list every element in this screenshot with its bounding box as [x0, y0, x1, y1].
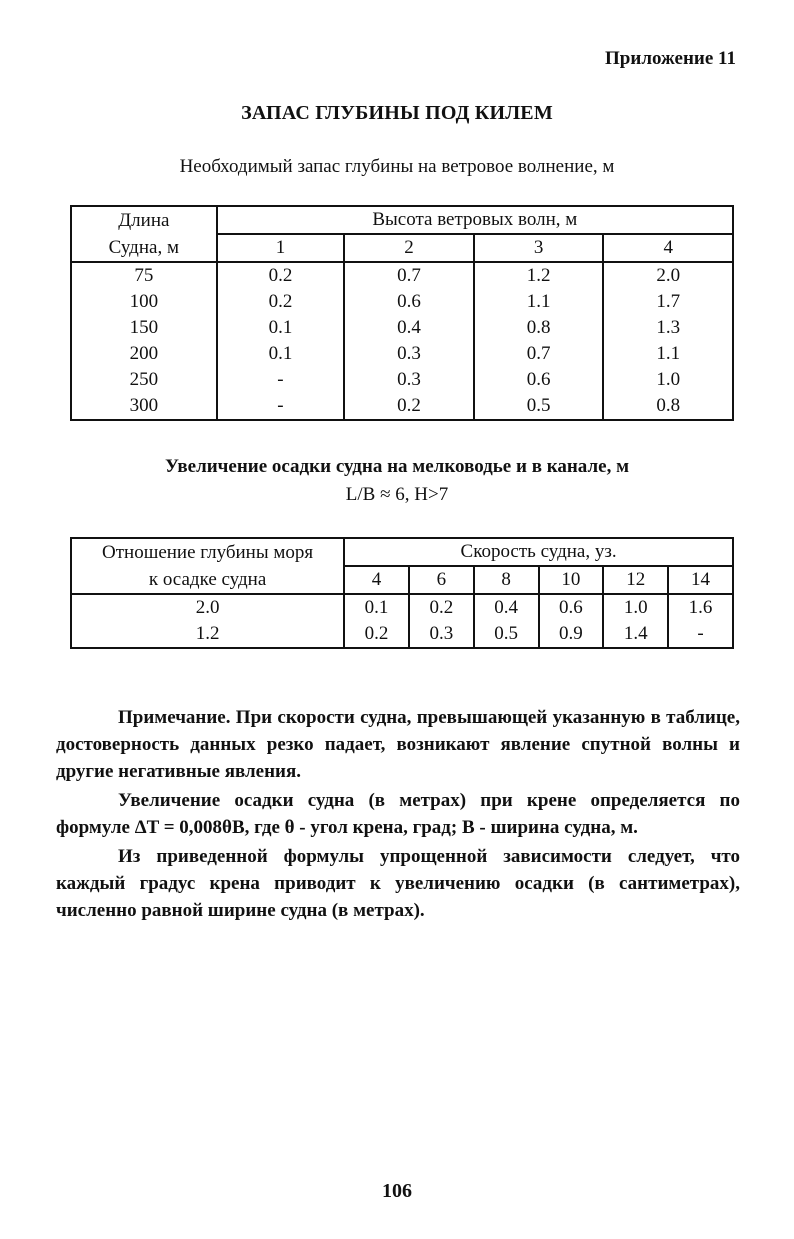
wave-allowance-table: [70, 205, 734, 421]
table2-subheader: 12: [603, 566, 668, 594]
table-row: [71, 393, 733, 420]
table-cell: 1.0: [603, 367, 733, 393]
table2-caption: Увеличение осадки судна на мелководье и в канале, м: [164, 456, 630, 477]
table-row: [71, 594, 733, 621]
table-cell: 2.0: [71, 594, 344, 621]
table-cell: 1.2: [71, 621, 344, 648]
table-cell: 0.5: [474, 393, 604, 420]
table-cell: -: [217, 393, 345, 420]
table-cell: 1.1: [603, 341, 733, 367]
table-cell: 2.0: [603, 262, 733, 289]
table-cell: 250: [71, 367, 217, 393]
table-cell: 100: [71, 289, 217, 315]
table-row: [71, 341, 733, 367]
table-cell: 0.9: [539, 621, 604, 648]
table2-subcaption: L/B ≈ 6, H>7: [345, 484, 449, 505]
table-cell: 150: [71, 315, 217, 341]
table-cell: 0.6: [474, 367, 604, 393]
table-cell: 0.1: [217, 315, 345, 341]
table-cell: 0.8: [603, 393, 733, 420]
table-cell: 0.1: [344, 594, 409, 621]
table-cell: 0.3: [344, 341, 474, 367]
table1-subheader: 4: [603, 234, 733, 262]
table2-subheader: 10: [539, 566, 604, 594]
table2-subheader: 14: [668, 566, 733, 594]
table-cell: 0.8: [474, 315, 604, 341]
table-cell: 0.2: [344, 393, 474, 420]
table1-length-header-unit: Судна, м: [71, 234, 217, 262]
table-cell: 0.4: [344, 315, 474, 341]
table1-length-header: Длина: [71, 206, 217, 234]
table2-subheader: 8: [474, 566, 539, 594]
table-cell: 0.2: [217, 289, 345, 315]
table2-ratio-header: Отношение глубины моря: [71, 538, 344, 566]
table-cell: 1.3: [603, 315, 733, 341]
table1-subheader: 1: [217, 234, 345, 262]
note-paragraph: Из приведенной формулы упрощенной зависимости следует, что каждый градус крена приводит к увеличению осадки (в сантиметрах), численно равной ширине судна (в метрах).: [56, 846, 740, 921]
shallow-water-squat-table: [70, 537, 734, 649]
table-cell: 1.2: [474, 262, 604, 289]
table-row: [71, 367, 733, 393]
table2-subheader: 4: [344, 566, 409, 594]
table-cell: 0.1: [217, 341, 345, 367]
table-cell: 1.4: [603, 621, 668, 648]
table2-ratio-header-line2: к осадке судна: [71, 566, 344, 594]
table-cell: 0.2: [217, 262, 345, 289]
table-row: [71, 289, 733, 315]
table-cell: 0.3: [344, 367, 474, 393]
appendix-label: Приложение 11: [605, 48, 736, 69]
page-title: ЗАПАС ГЛУБИНЫ ПОД КИЛЕМ: [241, 102, 553, 124]
table2-group-header: Скорость судна, уз.: [344, 538, 733, 566]
note-paragraph: Увеличение осадки судна (в метрах) при крене определяется по формуле ΔT = 0,008θB, где θ - угол крена, град; В - ширина судна, м.: [56, 790, 740, 838]
table-row: [71, 262, 733, 289]
table-cell: 0.6: [344, 289, 474, 315]
table-cell: 1.0: [603, 594, 668, 621]
table1-caption: Необходимый запас глубины на ветровое волнение, м: [179, 156, 615, 177]
table-cell: 0.7: [474, 341, 604, 367]
table-row: [71, 621, 733, 648]
table-cell: 0.6: [539, 594, 604, 621]
table2-subheader: 6: [409, 566, 474, 594]
note-paragraph: Примечание. При скорости судна, превышающей указанную в таблице, достоверность данных резко падает, возникают явление спутной волны и другие негативные явления.: [56, 707, 740, 782]
table-cell: 1.1: [474, 289, 604, 315]
table1-subheader: 3: [474, 234, 604, 262]
table-cell: -: [217, 367, 345, 393]
table1-group-header: Высота ветровых волн, м: [217, 206, 733, 234]
table-cell: 0.5: [474, 621, 539, 648]
table-cell: 0.2: [409, 594, 474, 621]
table-cell: 0.3: [409, 621, 474, 648]
table-cell: 0.4: [474, 594, 539, 621]
notes-section: [56, 704, 740, 926]
table-cell: 1.6: [668, 594, 733, 621]
table-cell: 300: [71, 393, 217, 420]
table-cell: 200: [71, 341, 217, 367]
table-cell: 0.7: [344, 262, 474, 289]
table-cell: -: [668, 621, 733, 648]
table-cell: 0.2: [344, 621, 409, 648]
table1-subheader: 2: [344, 234, 474, 262]
table-cell: 75: [71, 262, 217, 289]
table-cell: 1.7: [603, 289, 733, 315]
page-number: 106: [382, 1180, 412, 1202]
table-row: [71, 315, 733, 341]
